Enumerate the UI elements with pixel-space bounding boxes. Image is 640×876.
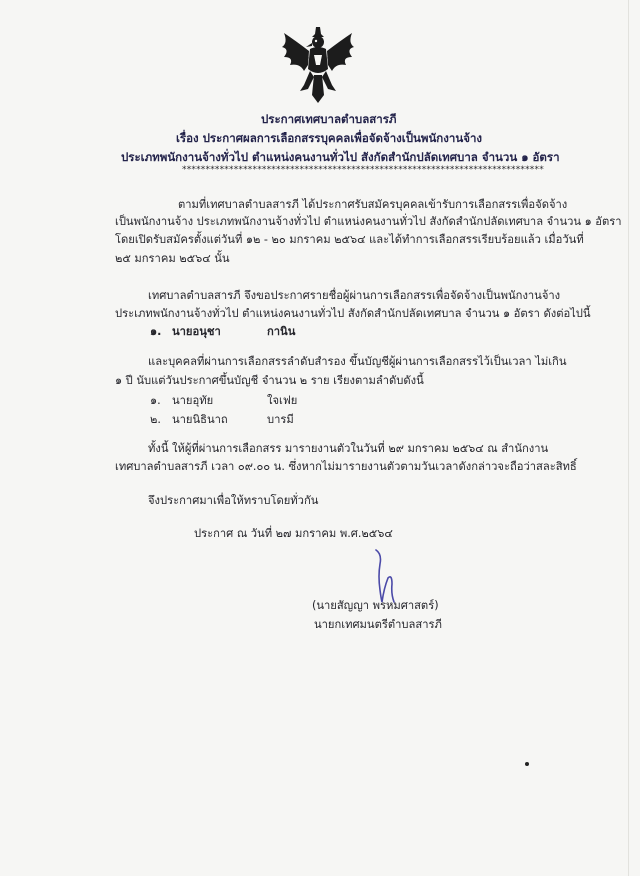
page-edge-line	[628, 0, 629, 876]
para2-line1: เทศบาลตำบลสารภี จึงขอประกาศรายชื่อผู้ผ่านการเลือกสรรเพื่อจัดจ้างเป็นพนักงานจ้าง	[148, 289, 561, 302]
announcement-date: ประกาศ ณ วันที่ ๒๗ มกราคม พ.ศ.๒๕๖๔	[194, 527, 393, 540]
para2-line2: ประเภทพนักงานจ้างทั่วไป ตำแหน่งคนงานทั่วไป สังกัดสำนักปลัดเทศบาล จำนวน ๑ อัตรา ดังต่อไปนี้	[115, 307, 591, 320]
para1-line4: ๒๕ มกราคม ๒๕๖๔ นั้น	[115, 252, 230, 265]
reserve-number: ๑.	[150, 394, 161, 407]
reserve-first-name: นายนิธินาถ	[172, 413, 228, 426]
para1-line2: เป็นพนักงานจ้าง ประเภทพนักงานจ้างทั่วไป ตำแหน่งคนงานทั่วไป สังกัดสำนักปลัดเทศบาล จำนวน ๑ อัตรา	[115, 215, 622, 228]
header-divider: *****************************************************************************	[182, 165, 544, 175]
signer-name: (นายสัญญา พรหมศาสตร์)	[312, 599, 439, 612]
para3-line2: ๑ ปี นับแต่วันประกาศขึ้นบัญชี จำนวน ๒ ราย เรียงตามลำดับดังนี้	[115, 374, 424, 387]
selected-number: ๑.	[150, 325, 162, 338]
selected-first-name: นายอนุชา	[172, 325, 221, 338]
para1-line3: โดยเปิดรับสมัครตั้งแต่วันที่ ๑๒ - ๒๐ มกราคม ๒๕๖๔ และได้ทำการเลือกสรรเรียบร้อยแล้ว เมื่อวันที่	[115, 233, 584, 246]
para4-line1: ทั้งนี้ ให้ผู้ที่ผ่านการเลือกสรร มารายงานตัวในวันที่ ๒๙ มกราคม ๒๕๖๔ ณ สำนักงาน	[148, 442, 549, 455]
position-line: ประเภทพนักงานจ้างทั่วไป ตำแหน่งคนงานทั่วไป สังกัดสำนักปลัดเทศบาล จำนวน ๑ อัตรา	[121, 150, 560, 164]
para1-line1: ตามที่เทศบาลตำบลสารภี ได้ประกาศรับสมัครบุคคลเข้ารับการเลือกสรรเพื่อจัดจ้าง	[178, 198, 568, 211]
reserve-last-name: บารมี	[267, 413, 294, 426]
para3-line1: และบุคคลที่ผ่านการเลือกสรรลำดับสำรอง ขึ้นบัญชีผู้ผ่านการเลือกสรรไว้เป็นเวลา ไม่เกิน	[148, 355, 567, 368]
closing-statement: จึงประกาศมาเพื่อให้ทราบโดยทั่วกัน	[148, 494, 319, 507]
selected-last-name: กานิน	[267, 325, 296, 338]
subject-line: เรื่อง ประกาศผลการเลือกสรรบุคคลเพื่อจัดจ้างเป็นพนักงานจ้าง	[176, 131, 483, 145]
signer-title: นายกเทศมนตรีตำบลสารภี	[314, 618, 442, 631]
garuda-emblem-icon	[276, 25, 360, 105]
scan-speck	[525, 762, 529, 766]
para4-line2: เทศบาลตำบลสารภี เวลา ๐๙.๐๐ น. ซึ่งหากไม่มารายงานตัวตามวันเวลาดังกล่าวจะถือว่าสละสิทธิ์	[115, 460, 577, 473]
org-title: ประกาศเทศบาลตำบลสารภี	[261, 112, 397, 126]
signature-icon	[368, 548, 408, 606]
reserve-first-name: นายอุทัย	[172, 394, 214, 407]
reserve-last-name: ใจเฟย	[267, 394, 298, 407]
reserve-number: ๒.	[150, 413, 161, 426]
